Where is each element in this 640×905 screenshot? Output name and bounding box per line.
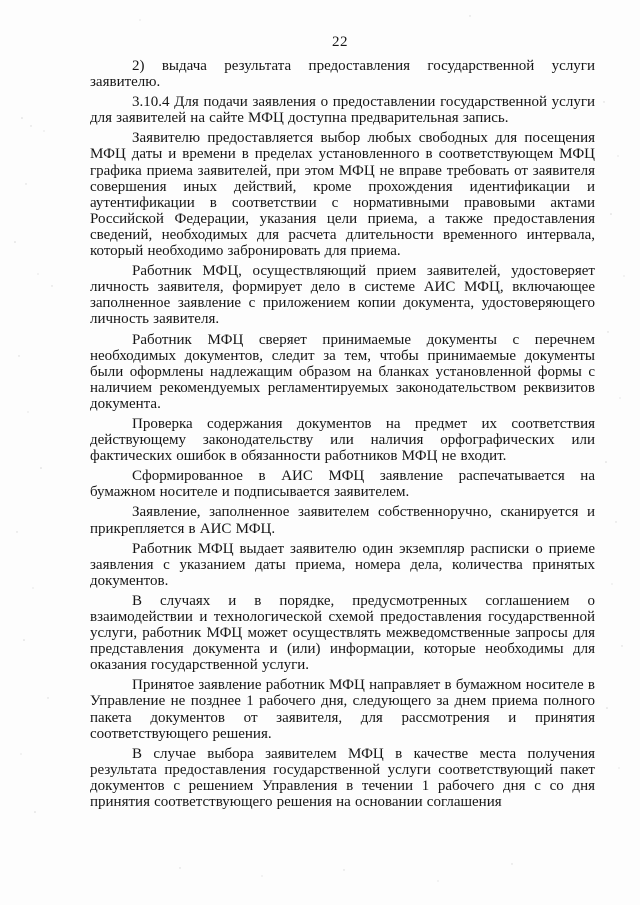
document-body [90,58,595,810]
paragraph-1: 2) выдача результата предоставления государственной услуги заявителю. [90,58,595,91]
paragraph-10: В случаях и в порядке, предусмотренных соглашением о взаимодействии и технологической схемой предоставления государственной услуги, работник МФЦ может осуществлять межведомственные запросы для представления документа и (или) информации, которые необходимы для оказания государственной услуги. [90,592,595,674]
page-number: 22 [332,34,348,50]
paragraph-9: Работник МФЦ выдает заявителю один экземпляр расписки о приеме заявления с указанием даты приема, номера дела, количества принятых документов. [90,540,595,589]
paragraph-5: Работник МФЦ сверяет принимаемые документы с перечнем необходимых документов, следит за тем, чтобы принимаемые документы были оформлены надлежащим образом на бланках установленной формы с наличием рекомендуемых регламентируемых законодательством реквизитов документа. [90,331,595,412]
paragraph-11: Принятое заявление работник МФЦ направляет в бумажном носителе в Управление не позднее 1 рабочего дня, следующего за днем приема полного пакета документов от заявителя, для рассмотрения и принятия соответствующего решения. [90,677,595,742]
paragraph-7: Сформированное в АИС МФЦ заявление распечатывается на бумажном носителе и подписывается заявителем. [90,468,595,501]
paragraph-6: Проверка содержания документов на предмет их соответствия действующему законодательству или наличия орфографических или фактических ошибок в обязанности работников МФЦ не входит. [90,415,595,465]
paragraph-8: Заявление, заполненное заявителем собственноручно, сканируется и прикрепляется в АИС МФЦ. [90,504,595,537]
paragraph-2: 3.10.4 Для подачи заявления о предоставлении государственной услуги для заявителей на сайте МФЦ доступна предварительная запись. [90,94,595,127]
paragraph-4: Работник МФЦ, осуществляющий прием заявителей, удостоверяет личность заявителя, формирует дело в системе АИС МФЦ, включающее заполненное заявление с приложением копии документа, удостоверяющего личность заявителя. [90,263,595,328]
paragraph-12: В случае выбора заявителем МФЦ в качестве места получения результата предоставления государственной услуги соответствующий пакет документов с решением Управления в течении 1 рабочего дня с со дня принятия соответствующего решения на основании соглашения [90,745,595,811]
paragraph-3: Заявителю предоставляется выбор любых свободных для посещения МФЦ даты и времени в пределах установленного в соответствующем МФЦ графика приема заявителей, при этом МФЦ не вправе требовать от заявителя совершения иных действий, кроме прохождения идентификации и аутентификации в соответствии с нормативными правовыми актами Российской Федерации, указания цели приема, а также предоставления сведений, необходимых для расчета длительности временного интервала, который необходимо забронировать для приема. [90,130,595,260]
